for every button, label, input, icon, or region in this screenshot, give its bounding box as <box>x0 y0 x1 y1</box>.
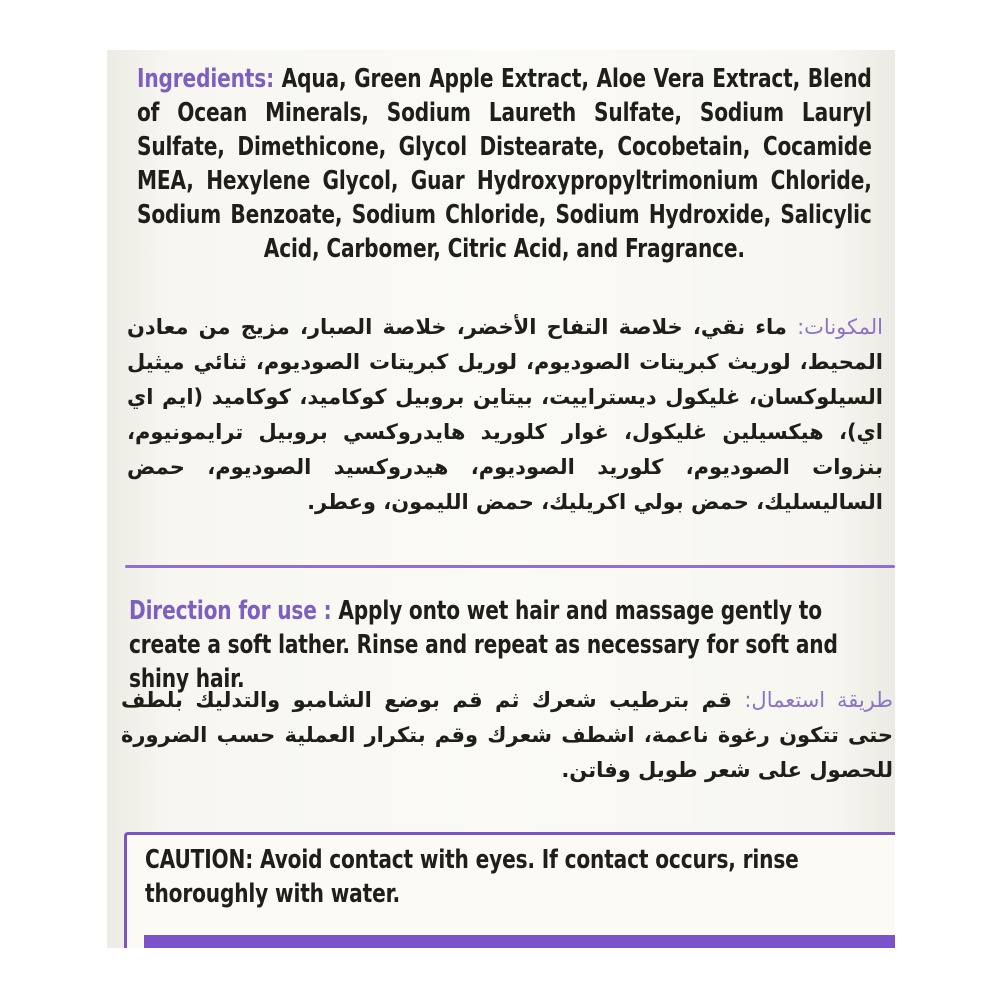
purple-bottom-band <box>144 935 895 948</box>
directions-arabic <box>121 683 893 788</box>
ingredients-heading: Ingredients: <box>137 64 274 94</box>
section-divider <box>125 565 895 568</box>
caution-text: Avoid contact with eyes. If contact occurs, rinse thoroughly with water. <box>145 845 799 909</box>
ingredients-arabic <box>127 310 883 520</box>
ingredients-list: Aqua, Green Apple Extract, Aloe Vera Extract, Blend of Ocean Minerals, Sodium Laureth Sulfate, Sodium Lauryl Sulfate, Dimethicone, Glycol Distearate, Cocobetain, Cocamide MEA, Hexylene Glycol, Guar Hydroxypropyltrimonium Chloride, Sodium Benzoate, Sodium Chloride, Sodium Hydroxide, Salicylic Acid, Carbomer, Citric Acid, and Fragrance. <box>137 64 872 264</box>
product-label <box>107 50 895 948</box>
caution-text-block <box>145 843 840 911</box>
ingredients-english <box>137 62 872 266</box>
directions-english <box>129 594 886 696</box>
caution-heading: CAUTION: <box>145 845 254 875</box>
directions-text: Apply onto wet hair and massage gently to create a soft lather. Rinse and repeat as necessary for soft and shiny hair. <box>129 596 838 694</box>
caution-box <box>124 832 895 948</box>
ingredients-arabic-heading: المكونات: <box>797 315 883 339</box>
directions-arabic-text: قم بترطيب شعرك ثم قم بوضع الشامبو والتدليك بلطف حتى تتكون رغوة ناعمة، اشطف شعرك وقم بتكرار العملية حسب الضرورة للحصول على شعر طويل وفاتن. <box>121 688 893 782</box>
directions-heading: Direction for use : <box>129 596 332 626</box>
ingredients-arabic-list: ماء نقي، خلاصة التفاح الأخضر، خلاصة الصبار، مزيج من معادن المحيط، لوريث كبريتات الصوديوم، لوريل كبريتات الصوديوم، ثنائي ميثيل السيلوكسان، غليكول ديستراييت، بيتاين بروبيل كوكاميد، كوكاميد (ايم اي اي)، هيكسيلين غليكول، غوار كلوريد هايدروكسي بروبيل ترايمونيوم، بنزوات الصوديوم، كلوريد الصوديوم، هيدروكسيد الصوديوم، حمض الساليسليك، حمض بولي اكريليك، حمض الليمون، وعطر. <box>127 315 883 514</box>
directions-arabic-heading: طريقة استعمال: <box>744 688 893 712</box>
